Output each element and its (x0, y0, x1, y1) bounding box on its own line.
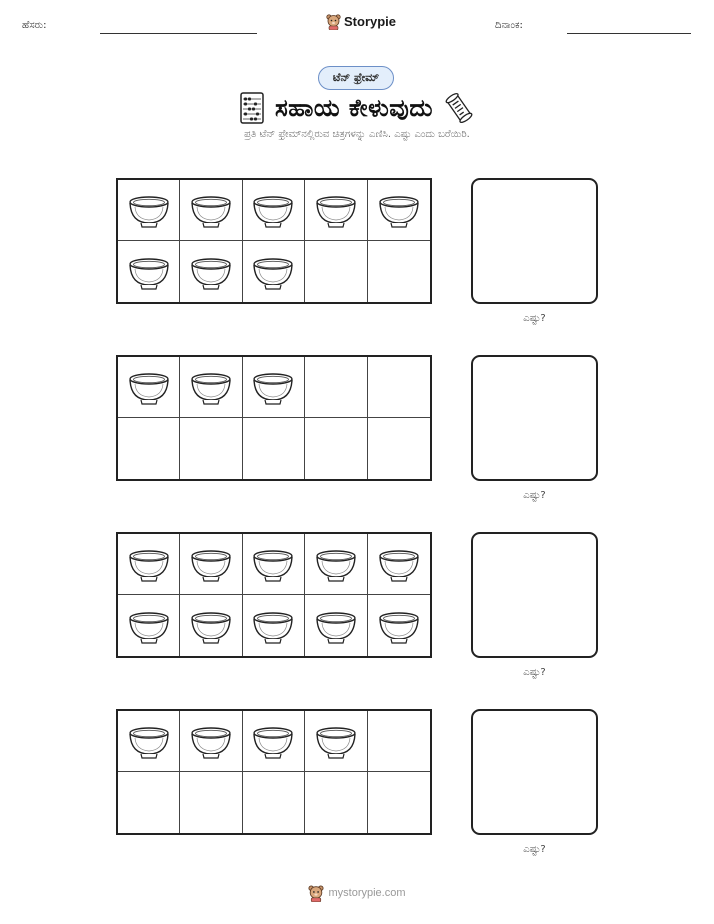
frame-cell (368, 534, 430, 595)
bowl-icon (189, 544, 233, 584)
bowl-icon (314, 544, 358, 584)
frame-cell (118, 595, 180, 656)
ten-frame-4 (116, 709, 432, 835)
frame-cell (243, 711, 305, 772)
ten-frame-3 (116, 532, 432, 658)
frame-cell (180, 357, 242, 418)
frame-cell (118, 772, 180, 833)
bowl-icon (127, 367, 171, 407)
bowl-icon (127, 252, 171, 292)
frame-cell (368, 595, 430, 656)
frame-cell (118, 418, 180, 479)
frame-cell (305, 357, 367, 418)
frame-cell (118, 534, 180, 595)
frame-cell (305, 180, 367, 241)
bowl-icon (189, 252, 233, 292)
bowl-icon (189, 721, 233, 761)
frame-cell (368, 711, 430, 772)
footer-site: mystorypie.com (328, 887, 406, 899)
frame-cell (180, 772, 242, 833)
ten-frame-2 (116, 355, 432, 481)
bowl-icon (189, 367, 233, 407)
frame-cell (118, 711, 180, 772)
date-line[interactable] (567, 33, 691, 34)
frame-cell (180, 711, 242, 772)
topic-tag: ಟೆನ್ ಫ್ರೇಮ್ (318, 66, 394, 90)
frame-cell (305, 595, 367, 656)
ten-frame-1 (116, 178, 432, 304)
scroll-icon (443, 92, 475, 124)
title-row (0, 92, 714, 124)
frame-cell (118, 357, 180, 418)
bowl-icon (127, 606, 171, 646)
frame-cell (368, 357, 430, 418)
abacus-icon (239, 92, 265, 124)
frame-cell (305, 418, 367, 479)
frame-cell (243, 180, 305, 241)
bowl-icon (189, 606, 233, 646)
bowl-icon (251, 544, 295, 584)
bear-logo-icon (326, 13, 341, 30)
page-title: ಸಹಾಯ ಕೇಳುವುದು (275, 94, 433, 122)
frame-cell (243, 357, 305, 418)
frame-cell (368, 772, 430, 833)
frame-cell (118, 241, 180, 302)
bowl-icon (314, 190, 358, 230)
name-label: ಹೆಸರು: (22, 20, 47, 31)
brand-logo (326, 13, 396, 30)
bowl-icon (314, 606, 358, 646)
how-many-label: ಎಷ್ಟು? (523, 313, 546, 324)
frame-cell (243, 595, 305, 656)
answer-box-3[interactable] (471, 532, 598, 658)
bowl-icon (251, 190, 295, 230)
how-many-label: ಎಷ್ಟು? (523, 490, 546, 501)
date-label: ದಿನಾಂಕ: (495, 20, 523, 31)
frame-cell (305, 534, 367, 595)
bowl-icon (377, 190, 421, 230)
bowl-icon (189, 190, 233, 230)
bowl-icon (314, 721, 358, 761)
answer-box-4[interactable] (471, 709, 598, 835)
bowl-icon (251, 721, 295, 761)
frame-cell (305, 772, 367, 833)
bear-logo-icon (308, 884, 324, 902)
bowl-icon (377, 544, 421, 584)
frame-cell (243, 418, 305, 479)
frame-cell (368, 180, 430, 241)
bowl-icon (377, 606, 421, 646)
how-many-label: ಎಷ್ಟು? (523, 844, 546, 855)
brand-name: Storypie (344, 14, 397, 29)
frame-cell (305, 241, 367, 302)
bowl-icon (251, 252, 295, 292)
bowl-icon (127, 190, 171, 230)
frame-cell (118, 180, 180, 241)
frame-cell (180, 418, 242, 479)
bowl-icon (251, 367, 295, 407)
frame-cell (180, 595, 242, 656)
footer (0, 884, 714, 902)
how-many-label: ಎಷ್ಟು? (523, 667, 546, 678)
bowl-icon (127, 544, 171, 584)
frame-cell (243, 772, 305, 833)
frame-cell (305, 711, 367, 772)
bowl-icon (127, 721, 171, 761)
frame-cell (368, 418, 430, 479)
frame-cell (180, 180, 242, 241)
answer-box-1[interactable] (471, 178, 598, 304)
name-line[interactable] (100, 33, 257, 34)
instructions: ಪ್ರತಿ ಟೆನ್ ಫ್ರೇಮ್‌ನಲ್ಲಿರುವ ಚಿತ್ರಗಳನ್ನು ಎಣಿಸಿ. ಎಷ್ಟು ಎಂದು ಬರೆಯಿರಿ. (244, 129, 470, 140)
frame-cell (368, 241, 430, 302)
answer-box-2[interactable] (471, 355, 598, 481)
frame-cell (180, 534, 242, 595)
frame-cell (180, 241, 242, 302)
bowl-icon (251, 606, 295, 646)
frame-cell (243, 534, 305, 595)
frame-cell (243, 241, 305, 302)
